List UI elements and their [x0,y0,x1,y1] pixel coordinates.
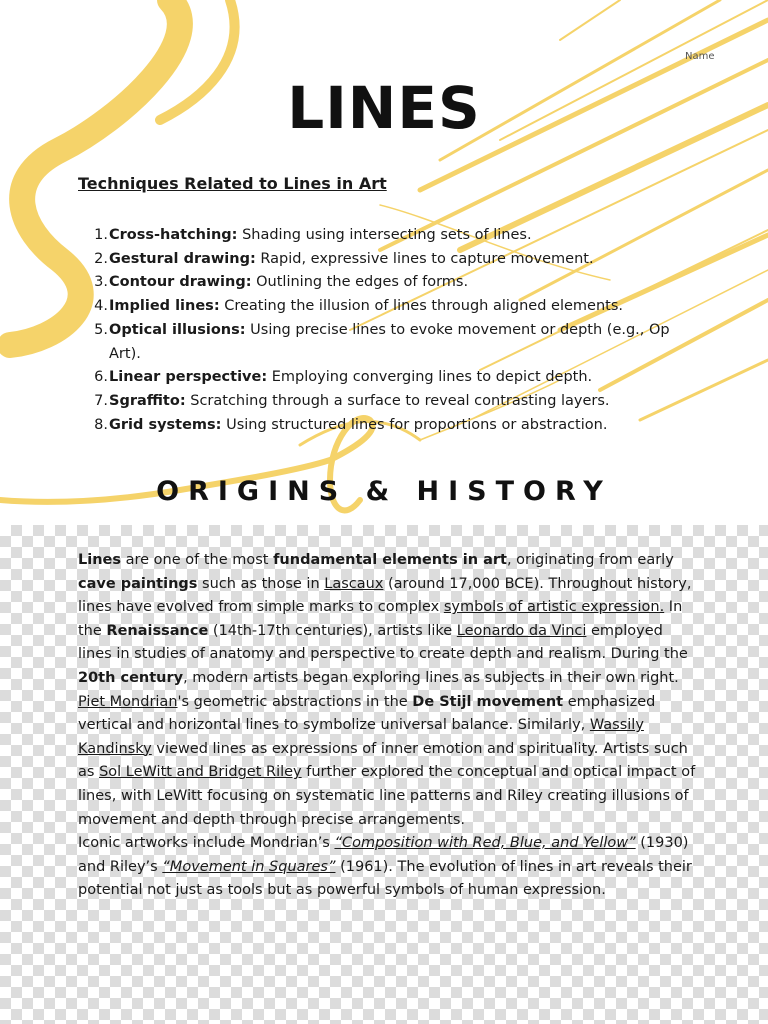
list-item: 8. Grid systems: Using structured lines for proportions or abstraction. [94,416,608,433]
page-title: LINES [287,74,481,142]
list-item: 5. Optical illusions: Using precise lines to evoke movement or depth (e.g., Op Art). [94,321,670,362]
mondrian-link[interactable]: Piet Mondrian [78,693,178,710]
history-body [78,549,698,903]
techniques-list [88,224,678,437]
name-label: Name [685,51,715,62]
list-item: 2. Gestural drawing: Rapid, expressive lines to capture movement. [94,250,594,267]
symbols-link[interactable]: symbols of artistic expression. [443,599,665,616]
leonardo-link[interactable]: Leonardo da Vinci [456,622,587,639]
origins-heading: ORIGINS & HISTORY [156,476,612,507]
lewitt-riley-link[interactable]: Sol LeWitt and Bridget Riley [99,764,302,781]
list-item: 3. Contour drawing: Outlining the edges of forms. [94,274,469,291]
history-paragraph-2: Iconic artworks include Mondrian’s “Composition with Red, Blue, and Yellow” (1930) and Riley’s “Movement in Squares” (1961). The evolution of lines in art reveals their potential not just as tools but as powerful symbols of human expression. [78,835,692,899]
lascaux-link[interactable]: Lascaux [324,575,384,592]
movement-in-squares-link[interactable]: “Movement in Squares” [162,858,336,875]
kandinsky-link[interactable]: Wassily Kandinsky [78,717,644,757]
list-item: 1. Cross-hatching: Shading using intersecting sets of lines. [94,227,532,243]
composition-link[interactable]: “Composition with Red, Blue, and Yellow” [334,835,636,852]
list-item: 6. Linear perspective: Employing converging lines to depict depth. [94,369,593,386]
list-item: 7. Sgraffito: Scratching through a surface to reveal contrasting layers. [94,392,610,409]
history-paragraph-1: Lines are one of the most fundamental elements in art, originating from early cave paintings such as those in Lascaux (around 17,000 BCE). Throughout history, lines have evolved from simple marks to complex symbols of artistic expression. In the Renaissance (14th-17th centuries), artists like Leonardo da Vinci employed lines in studies of anatomy and perspective to create depth and realism. During the 20th century, modern artists began exploring lines as subjects in their own right. Piet Mondrian's geometric abstractions in the De Stijl movement emphasized vertical and horizontal lines to symbolize universal balance. Similarly, Wassily Kandinsky viewed lines as expressions of inner emotion and spirituality. Artists such as Sol LeWitt and Bridget Riley further explored the conceptual and optical impact of lines, with LeWitt focusing on systematic line patterns and Riley creating illusions of movement and depth through precise arrangements. [78,552,696,828]
list-item: 4. Implied lines: Creating the illusion of lines through aligned elements. [94,298,623,315]
techniques-heading: Techniques Related to Lines in Art [78,174,387,193]
